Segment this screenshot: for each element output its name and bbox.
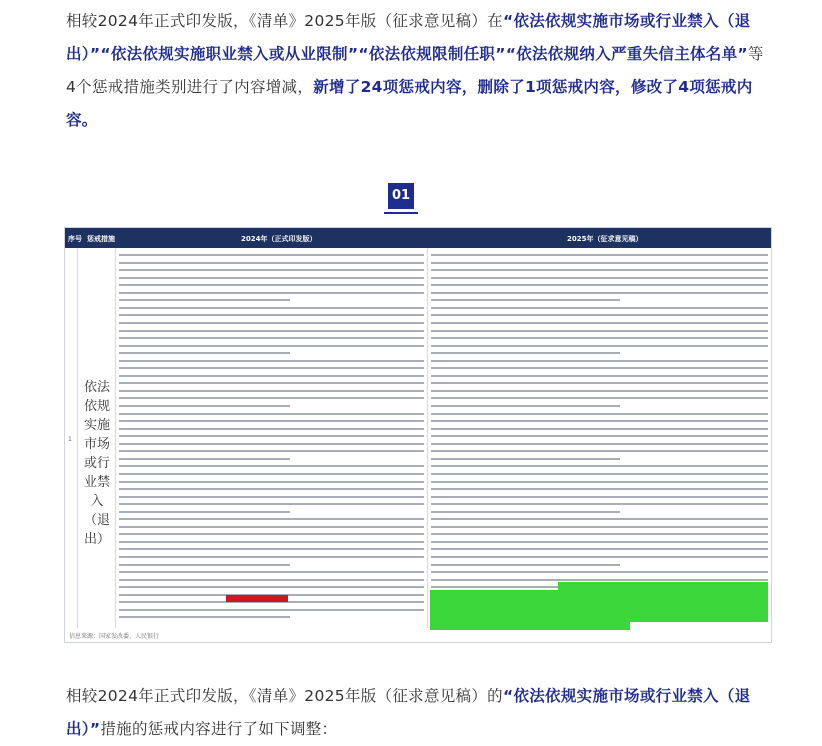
text-line <box>431 413 768 415</box>
text-line <box>431 548 768 550</box>
text-line <box>431 496 768 498</box>
text-line <box>119 571 424 573</box>
text-line <box>431 269 768 271</box>
table-source: 信息来源：国家发改委、人民银行 <box>69 633 160 640</box>
text-line <box>431 458 620 460</box>
text-line <box>431 262 768 264</box>
text-line <box>431 360 768 362</box>
text-line <box>119 292 424 294</box>
text-line <box>119 518 424 520</box>
outro-text-2: 措施的惩戒内容进行了如下调整： <box>100 720 338 738</box>
text-line <box>431 397 768 399</box>
text-line <box>119 277 424 279</box>
text-line <box>431 284 768 286</box>
text-line <box>431 322 768 324</box>
intro-paragraph <box>66 5 766 137</box>
outro-category: “依法依规实施市场或行业禁入（退出）” <box>66 687 751 738</box>
added-highlight <box>558 582 768 590</box>
text-line <box>431 337 768 339</box>
text-line <box>431 367 768 369</box>
text-line <box>119 390 424 392</box>
text-line <box>431 420 768 422</box>
text-line <box>431 579 768 581</box>
text-line <box>431 277 768 279</box>
text-line <box>119 435 424 437</box>
text-line <box>119 269 424 271</box>
text-line <box>431 435 768 437</box>
text-line <box>119 564 290 566</box>
text-line <box>431 382 768 384</box>
intro-text-2: 等4个惩戒措施类别进行了内容增减， <box>66 45 764 96</box>
text-line <box>119 337 424 339</box>
text-line <box>119 375 424 377</box>
text-line <box>119 254 424 256</box>
text-line <box>119 382 424 384</box>
text-line <box>119 428 424 430</box>
header-2025: 2025年（征求意见稿） <box>567 235 643 243</box>
added-highlight <box>430 598 768 606</box>
text-line <box>431 292 768 294</box>
text-line <box>119 496 424 498</box>
category-cell: 依法依规实施市场或行业禁入（退出） <box>83 380 110 547</box>
added-highlight <box>430 614 768 622</box>
text-line <box>119 450 424 452</box>
text-line <box>119 473 424 475</box>
category-dishonest-list: “依法依规纳入严重失信主体名单” <box>505 45 748 63</box>
text-line <box>431 571 768 573</box>
text-line <box>431 541 768 543</box>
text-line <box>119 262 424 264</box>
outro-paragraph <box>66 680 766 746</box>
text-line <box>119 533 424 535</box>
category-office-limit: “依法依规限制任职” <box>358 45 506 63</box>
text-line <box>119 307 424 309</box>
header-category: 惩戒措施 <box>87 235 115 243</box>
text-line <box>119 314 424 316</box>
text-line <box>431 307 768 309</box>
text-line <box>119 541 424 543</box>
text-line <box>119 360 424 362</box>
text-line <box>431 526 768 528</box>
text-line <box>119 367 424 369</box>
text-line <box>119 284 424 286</box>
header-no: 序号 <box>68 235 82 243</box>
text-line <box>431 254 768 256</box>
text-line <box>119 420 424 422</box>
added-highlight <box>430 622 630 630</box>
text-line <box>119 616 290 618</box>
intro-text: 相较2024年正式印发版，《清单》2025年版（征求意见稿）在 <box>66 12 503 30</box>
added-highlight <box>430 590 768 598</box>
intro-summary: 新增了24项惩戒内容，删除了1项惩戒内容，修改了4项惩戒内容。 <box>66 78 753 129</box>
text-line <box>431 450 768 452</box>
row-number: 1 <box>68 436 72 443</box>
text-line <box>431 299 620 301</box>
column-2024-text <box>116 248 428 628</box>
text-line <box>119 322 424 324</box>
text-line <box>431 352 620 354</box>
text-line <box>119 481 424 483</box>
text-line <box>119 488 424 490</box>
text-line <box>431 533 768 535</box>
text-line <box>119 556 424 558</box>
text-line <box>119 458 290 460</box>
text-line <box>119 503 424 505</box>
text-line <box>119 443 424 445</box>
text-line <box>119 548 424 550</box>
text-line <box>119 579 424 581</box>
text-line <box>431 481 768 483</box>
column-2025-text <box>428 248 771 628</box>
text-line <box>431 330 768 332</box>
text-line <box>431 405 620 407</box>
text-line <box>119 345 424 347</box>
text-line <box>431 564 620 566</box>
text-line <box>119 413 424 415</box>
text-line <box>431 375 768 377</box>
section-badge: 01 <box>388 183 414 209</box>
text-line <box>119 397 424 399</box>
text-line <box>431 473 768 475</box>
text-line <box>431 518 768 520</box>
badge-underline <box>384 212 418 214</box>
text-line <box>119 586 424 588</box>
text-line <box>119 526 424 528</box>
outro-text: 相较2024年正式印发版，《清单》2025年版（征求意见稿）的 <box>66 687 503 705</box>
category-market-ban: “依法依规实施市场或行业禁入（退出）” <box>66 12 751 63</box>
text-line <box>431 390 768 392</box>
header-2024: 2024年（正式印发版） <box>241 235 317 243</box>
text-line <box>119 511 290 513</box>
text-line <box>431 345 768 347</box>
table-header <box>65 228 771 248</box>
text-line <box>431 556 768 558</box>
comparison-table-image <box>64 227 772 643</box>
text-line <box>119 330 424 332</box>
text-line <box>119 465 424 467</box>
text-line <box>431 428 768 430</box>
text-line <box>431 314 768 316</box>
text-line <box>119 609 424 611</box>
added-highlight <box>430 606 768 614</box>
text-line <box>431 511 620 513</box>
text-line <box>431 465 768 467</box>
text-line <box>431 503 768 505</box>
deleted-highlight <box>226 595 288 602</box>
text-line <box>119 352 290 354</box>
text-line <box>119 405 290 407</box>
text-line <box>431 443 768 445</box>
text-line <box>431 488 768 490</box>
text-line <box>119 299 290 301</box>
category-occupation-ban: “依法依规实施职业禁入或从业限制” <box>100 45 359 63</box>
